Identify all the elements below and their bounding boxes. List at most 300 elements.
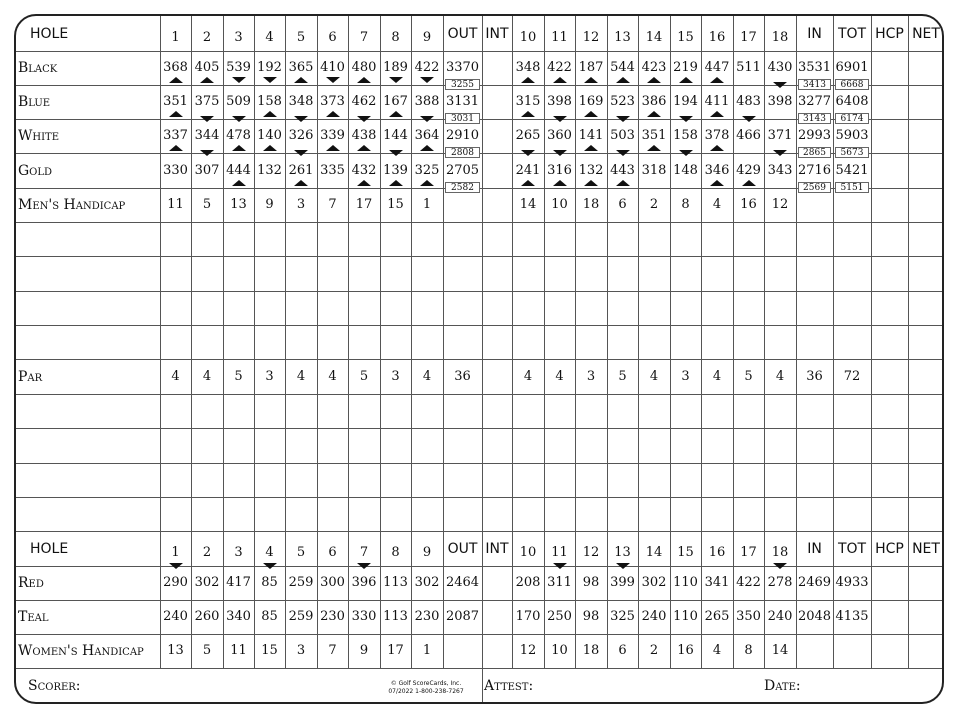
yardage-cell: 326 [288,128,314,143]
column-divider [348,16,349,668]
yardage-cell: 315 [515,94,541,109]
yardage-cell: 16 [740,197,757,212]
tee-combo-marker-icon [584,145,598,151]
tee-combo-marker-icon [710,145,724,151]
tee-combo-marker-icon [420,77,434,83]
yardage-cell: 335 [320,162,345,178]
hole-number: 9 [422,544,432,560]
row-divider [16,497,944,498]
yardage-cell: 483 [736,94,761,109]
yardage-cell: 265 [515,128,541,143]
yardage-cell: 503 [610,128,635,143]
row-label-gold: Gold [18,162,53,179]
yardage-cell: 330 [351,609,377,624]
column-divider [607,16,608,668]
yardage-cell: 13 [167,643,184,658]
yardage-cell: 13 [230,197,247,212]
hole-number: 15 [677,544,694,560]
yardage-cell: 144 [383,128,408,143]
combo-tot-total: 5673 [835,147,869,158]
scorecard [14,14,944,704]
hole-number: 4 [265,544,274,560]
yardage-cell: 169 [578,94,604,109]
yardage-cell: 339 [320,128,345,143]
yardage-cell: 194 [673,94,698,109]
yardage-cell: 259 [288,575,314,590]
yardage-cell: 1 [422,643,432,658]
yardage-cell: 230 [414,609,440,624]
column-divider [443,16,444,668]
hole-number: 6 [328,544,337,560]
column-divider [670,16,671,668]
tee-combo-marker-icon [357,563,371,569]
row-label-par: Par [18,368,43,385]
yardage-cell: 340 [226,609,251,624]
in-total: 2716 [797,162,832,178]
yardage-cell: 302 [641,575,667,590]
hole-number: 13 [614,29,631,45]
yardage-cell: 523 [610,94,635,109]
yardage-cell: 539 [226,60,251,75]
yardage-cell: 250 [547,609,572,624]
tee-combo-marker-icon [420,116,434,122]
yardage-cell: 410 [320,60,345,75]
yardage-cell: 438 [351,128,377,143]
yardage-cell: 368 [163,60,188,75]
in-total: 2469 [797,575,832,590]
yardage-cell: 140 [257,128,282,143]
tee-combo-marker-icon [616,116,630,122]
yardage-cell: 4 [555,368,564,384]
yardage-cell: 9 [265,197,274,212]
yardage-cell: 110 [673,575,698,590]
yardage-cell: 15 [387,197,404,212]
tee-combo-marker-icon [710,180,724,186]
hole-number: 8 [391,29,400,45]
yardage-cell: 348 [288,94,314,109]
yardage-cell: 430 [767,60,793,75]
tot-total: 4135 [835,609,869,624]
combo-out-total: 2582 [445,182,480,193]
yardage-cell: 241 [515,162,541,178]
column-divider [411,16,412,668]
yardage-cell: 16 [677,643,694,658]
row-divider [16,634,944,635]
hole-number: 14 [645,544,663,560]
tee-combo-marker-icon [420,145,434,151]
column-divider [191,16,192,668]
hole-number: 7 [359,544,369,560]
tee-combo-marker-icon [169,145,183,151]
yardage-cell: 4 [422,368,432,384]
tot-total: 6901 [835,60,869,75]
yardage-cell: 343 [767,162,793,178]
tee-combo-marker-icon [389,150,403,156]
hole-number: 2 [202,29,212,45]
out-total: 2464 [445,575,480,590]
tee-combo-marker-icon [521,111,535,117]
row-label-black: Black [18,60,58,76]
yardage-cell: 14 [771,643,789,658]
yardage-cell: 158 [673,128,698,143]
yardage-cell: 378 [704,128,730,143]
scorer-label: Scorer: [28,678,81,694]
yardage-cell: 189 [383,60,408,75]
hcp-header: HCP [875,25,904,42]
column-divider [638,16,639,668]
yardage-cell: 2 [649,197,659,212]
hcp-header: HCP [875,540,904,557]
tot-total: 72 [843,368,861,384]
row-divider [16,428,944,429]
combo-in-total: 3143 [798,113,831,124]
row-label-red: Red [18,575,44,591]
copyright-line: © Golf ScoreCards, Inc. [390,680,462,687]
row-divider [16,325,944,326]
tee-combo-marker-icon [389,77,403,83]
yardage-cell: 18 [582,197,600,212]
yardage-cell: 158 [257,94,282,109]
yardage-cell: 443 [610,162,635,178]
yardage-cell: 330 [163,162,188,178]
tee-combo-marker-icon [200,150,214,156]
yardage-cell: 386 [641,94,667,109]
tee-combo-marker-icon [357,116,371,122]
yardage-cell: 132 [578,162,604,178]
hole-number: 12 [582,29,600,45]
yardage-cell: 337 [163,128,188,143]
hole-number: 6 [328,29,337,45]
yardage-cell: 113 [383,575,408,590]
row-divider [16,222,944,223]
yardage-cell: 417 [226,575,251,590]
tee-combo-marker-icon [389,111,403,117]
tee-combo-marker-icon [773,150,787,156]
yardage-cell: 17 [387,643,404,658]
row-divider [16,291,944,292]
yardage-cell: 398 [767,94,793,109]
column-divider [254,16,255,668]
tee-combo-marker-icon [679,116,693,122]
tee-combo-marker-icon [553,563,567,569]
column-divider [871,16,872,668]
hole-number: 3 [234,29,243,45]
row-divider [16,600,944,601]
int-header: INT [485,25,509,42]
yardage-cell: 5 [234,368,243,384]
column-divider [223,16,224,668]
tee-combo-marker-icon [584,77,598,83]
yardage-cell: 240 [163,609,188,624]
yardage-cell: 98 [582,609,600,624]
column-divider [317,16,318,668]
yardage-cell: 14 [519,197,537,212]
tee-combo-marker-icon [389,180,403,186]
row-divider [16,256,944,257]
tee-combo-marker-icon [616,150,630,156]
tee-combo-marker-icon [584,111,598,117]
tee-combo-marker-icon [616,77,630,83]
tee-combo-marker-icon [294,77,308,83]
tee-combo-marker-icon [169,77,183,83]
yardage-cell: 15 [261,643,278,658]
yardage-cell: 325 [610,609,635,624]
yardage-cell: 509 [226,94,251,109]
tee-combo-marker-icon [232,180,246,186]
tee-combo-marker-icon [263,111,277,117]
tee-combo-marker-icon [647,145,661,151]
yardage-cell: 240 [767,609,793,624]
yardage-cell: 259 [288,609,314,624]
combo-in-total: 2569 [798,182,831,193]
yardage-cell: 511 [736,60,761,75]
tee-combo-marker-icon [647,111,661,117]
yardage-cell: 348 [515,60,541,75]
yardage-cell: 364 [414,128,440,143]
combo-out-total: 2808 [445,147,480,158]
hole-header-top: HOLE [30,25,69,42]
yardage-cell: 261 [288,162,314,178]
hole-number: 11 [551,544,568,560]
yardage-cell: 12 [771,197,789,212]
row-divider [16,668,944,669]
net-header: NET [912,540,940,557]
tee-combo-marker-icon [773,563,787,569]
net-header: NET [912,25,940,42]
tee-combo-marker-icon [232,116,246,122]
row-divider [16,566,944,567]
in-total: 2048 [797,609,832,624]
yardage-cell: 85 [261,609,278,624]
yardage-cell: 18 [582,643,600,658]
yardage-cell: 480 [351,60,377,75]
row-divider [16,463,944,464]
in-total: 36 [806,368,823,384]
yardage-cell: 187 [578,60,604,75]
yardage-cell: 5 [744,368,753,384]
yardage-cell: 302 [414,575,440,590]
yardage-cell: 341 [704,575,730,590]
hole-number: 16 [708,29,726,45]
yardage-cell: 344 [194,128,220,143]
hole-number: 17 [740,544,757,560]
tee-combo-marker-icon [232,145,246,151]
yardage-cell: 4 [712,197,722,212]
hole-number: 18 [771,29,789,45]
yardage-cell: 351 [163,94,188,109]
tee-combo-marker-icon [553,150,567,156]
tee-combo-marker-icon [773,82,787,88]
in-total: 3531 [797,60,832,75]
yardage-cell: 360 [547,128,572,143]
tee-combo-marker-icon [742,180,756,186]
combo-in-total: 3413 [798,79,831,90]
tee-combo-marker-icon [200,77,214,83]
tot-header: TOT [837,540,867,557]
yardage-cell: 12 [519,643,537,658]
yardage-cell: 5 [359,368,369,384]
yardage-cell: 405 [194,60,220,75]
yardage-cell: 325 [414,162,440,178]
yardage-cell: 3 [265,368,274,384]
yardage-cell: 346 [704,162,730,178]
combo-tot-total: 5151 [835,182,869,193]
yardage-cell: 4 [712,643,722,658]
yardage-cell: 544 [610,60,635,75]
row-label-womens-handicap: Women's Handicap [18,643,144,659]
yardage-cell: 411 [704,94,730,109]
tee-combo-marker-icon [326,111,340,117]
yardage-cell: 11 [230,643,247,658]
out-total: 2705 [445,162,480,178]
yardage-cell: 4 [328,368,337,384]
in-header: IN [807,540,822,557]
tee-combo-marker-icon [647,77,661,83]
hole-number: 12 [582,544,600,560]
yardage-cell: 10 [551,643,568,658]
yardage-cell: 4 [775,368,785,384]
row-divider [16,394,944,395]
yardage-cell: 4 [712,368,722,384]
yardage-cell: 85 [261,575,278,590]
int-header: INT [485,540,509,557]
tee-combo-marker-icon [169,563,183,569]
hole-number: 14 [645,29,663,45]
column-divider [701,16,702,668]
yardage-cell: 2 [649,643,659,658]
in-total: 3277 [797,94,832,109]
yardage-cell: 371 [767,128,793,143]
combo-tot-total: 6174 [835,113,869,124]
yardage-cell: 316 [547,162,572,178]
tee-combo-marker-icon [326,77,340,83]
yardage-cell: 110 [673,609,698,624]
tee-combo-marker-icon [553,77,567,83]
yardage-cell: 208 [515,575,541,590]
row-label-mens-handicap: Men's Handicap [18,197,126,213]
tee-combo-marker-icon [326,145,340,151]
yardage-cell: 98 [582,575,600,590]
yardage-cell: 3 [586,368,596,384]
column-divider [575,16,576,668]
footer-divider [482,668,483,704]
tee-combo-marker-icon [232,77,246,83]
hole-number: 5 [296,544,306,560]
column-divider [160,16,161,668]
hole-number: 3 [234,544,243,560]
yardage-cell: 375 [194,94,220,109]
in-header: IN [807,25,822,42]
tee-combo-marker-icon [200,116,214,122]
tee-combo-marker-icon [710,77,724,83]
yardage-cell: 4 [523,368,533,384]
yardage-cell: 447 [704,60,730,75]
row-label-teal: Teal [18,609,49,625]
column-divider [733,16,734,668]
hole-number: 1 [171,544,180,560]
yardage-cell: 7 [328,643,337,658]
yardage-cell: 5 [618,368,627,384]
hole-header-bottom: HOLE [30,540,69,557]
yardage-cell: 8 [681,197,690,212]
yardage-cell: 290 [163,575,188,590]
yardage-cell: 3 [296,197,306,212]
yardage-cell: 3 [391,368,400,384]
column-divider [512,16,513,668]
yardage-cell: 302 [194,575,220,590]
out-header: OUT [447,25,478,42]
yardage-cell: 141 [578,128,604,143]
tee-combo-marker-icon [521,77,535,83]
tee-combo-marker-icon [169,111,183,117]
row-divider [16,531,944,532]
out-total: 3131 [445,94,480,109]
yardage-cell: 132 [257,162,282,178]
yardage-cell: 11 [167,197,184,212]
yardage-cell: 351 [641,128,667,143]
yardage-cell: 167 [383,94,408,109]
date-label: Date: [764,678,801,694]
yardage-cell: 365 [288,60,314,75]
hole-number: 10 [519,544,537,560]
column-divider [285,16,286,668]
out-header: OUT [447,540,478,557]
yardage-cell: 170 [515,609,541,624]
tee-combo-marker-icon [679,150,693,156]
column-divider [764,16,765,668]
yardage-cell: 6 [618,643,627,658]
yardage-cell: 113 [383,609,408,624]
yardage-cell: 350 [736,609,761,624]
tee-combo-marker-icon [357,145,371,151]
yardage-cell: 7 [328,197,337,212]
yardage-cell: 9 [359,643,369,658]
yardage-cell: 422 [414,60,440,75]
tee-combo-marker-icon [616,180,630,186]
tee-combo-marker-icon [553,180,567,186]
yardage-cell: 219 [673,60,698,75]
yardage-cell: 422 [736,575,761,590]
tee-combo-marker-icon [521,150,535,156]
yardage-cell: 1 [422,197,432,212]
tee-combo-marker-icon [710,111,724,117]
column-divider [482,16,483,668]
yardage-cell: 5 [202,197,212,212]
tot-header: TOT [837,25,867,42]
yardage-cell: 148 [673,162,698,178]
hole-number: 13 [614,544,631,560]
tee-combo-marker-icon [521,180,535,186]
yardage-cell: 373 [320,94,345,109]
copyright-phone: 07/2022 1-800-238-7267 [388,688,464,695]
tee-combo-marker-icon [357,180,371,186]
tee-combo-marker-icon [616,563,630,569]
yardage-cell: 444 [226,162,251,178]
yardage-cell: 17 [355,197,373,212]
combo-in-total: 2865 [798,147,831,158]
tot-total: 4933 [835,575,869,590]
out-total: 2087 [445,609,480,624]
attest-label: Attest: [484,678,534,694]
yardage-cell: 388 [414,94,440,109]
yardage-cell: 466 [736,128,761,143]
yardage-cell: 192 [257,60,282,75]
hole-number: 4 [265,29,274,45]
in-total: 2993 [797,128,832,143]
yardage-cell: 3 [681,368,690,384]
hole-number: 9 [422,29,432,45]
tee-combo-marker-icon [263,563,277,569]
